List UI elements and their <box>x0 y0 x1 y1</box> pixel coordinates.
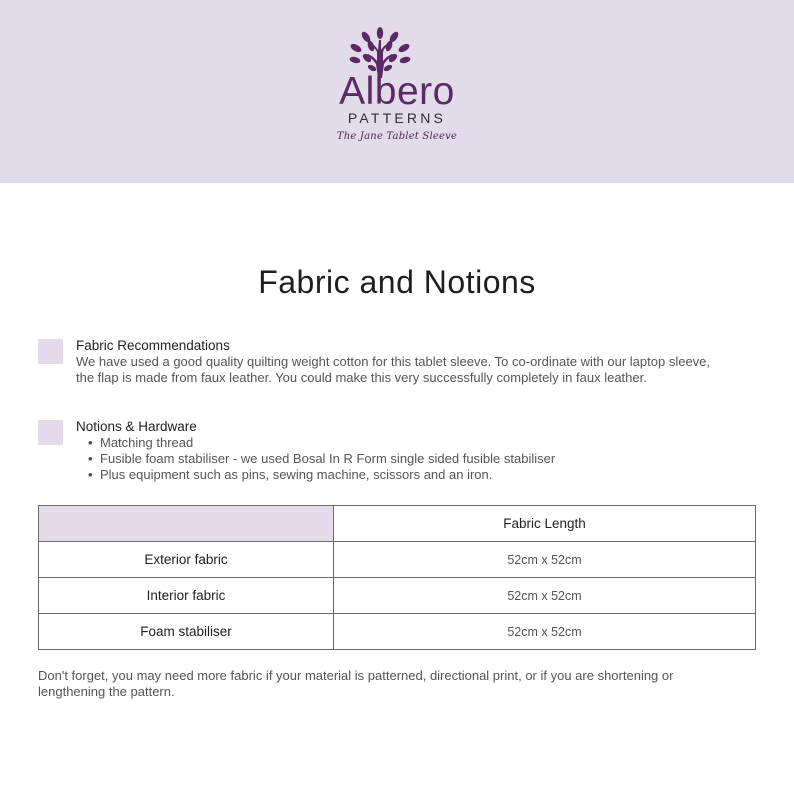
notions-section-marker <box>38 420 63 445</box>
row-value: 52cm x 52cm <box>334 614 756 650</box>
page-title: Fabric and Notions <box>258 264 536 300</box>
fabric-section-marker <box>38 339 63 364</box>
brand-subtitle: PATTERNS <box>347 110 447 126</box>
row-label: Foam stabiliser <box>39 614 334 650</box>
list-item: • Matching thread <box>88 435 555 451</box>
footnote-line: lengthening the pattern. <box>38 684 175 699</box>
list-item: • Fusible foam stabiliser - we used Bosal In R Form single sided fusible stabiliser <box>88 451 555 467</box>
table-row <box>39 542 756 578</box>
fabric-recommendations-text <box>76 354 766 386</box>
pattern-tagline: The Jane Tablet Sleeve <box>336 131 458 142</box>
table-row <box>39 614 756 650</box>
row-value: 52cm x 52cm <box>334 578 756 614</box>
fabric-recommendations-heading: Fabric Recommendations <box>76 338 230 353</box>
fabric-length-table <box>38 505 756 650</box>
table-header-row <box>39 506 756 542</box>
row-label: Interior fabric <box>39 578 334 614</box>
fabric-text-line: the flap is made from faux leather. You could make this very successfully completely in faux leather. <box>76 370 647 385</box>
fabric-text-line: We have used a good quality quilting weight cotton for this tablet sleeve. To co-ordinate with our laptop sleeve, <box>76 354 711 369</box>
notions-list <box>88 435 555 483</box>
list-item: • Plus equipment such as pins, sewing machine, scissors and an iron. <box>88 467 555 483</box>
table-row <box>39 578 756 614</box>
footnote <box>38 668 758 700</box>
header-band <box>0 0 794 183</box>
notions-hardware-heading: Notions & Hardware <box>76 419 197 434</box>
fabric-length-header: Fabric Length <box>334 506 756 542</box>
row-label: Exterior fabric <box>39 542 334 578</box>
footnote-line: Don't forget, you may need more fabric if your material is patterned, directional print, or if you are shortening or <box>38 668 674 683</box>
row-value: 52cm x 52cm <box>334 542 756 578</box>
table-corner-cell <box>39 506 334 542</box>
brand-name: Albero <box>339 70 455 113</box>
